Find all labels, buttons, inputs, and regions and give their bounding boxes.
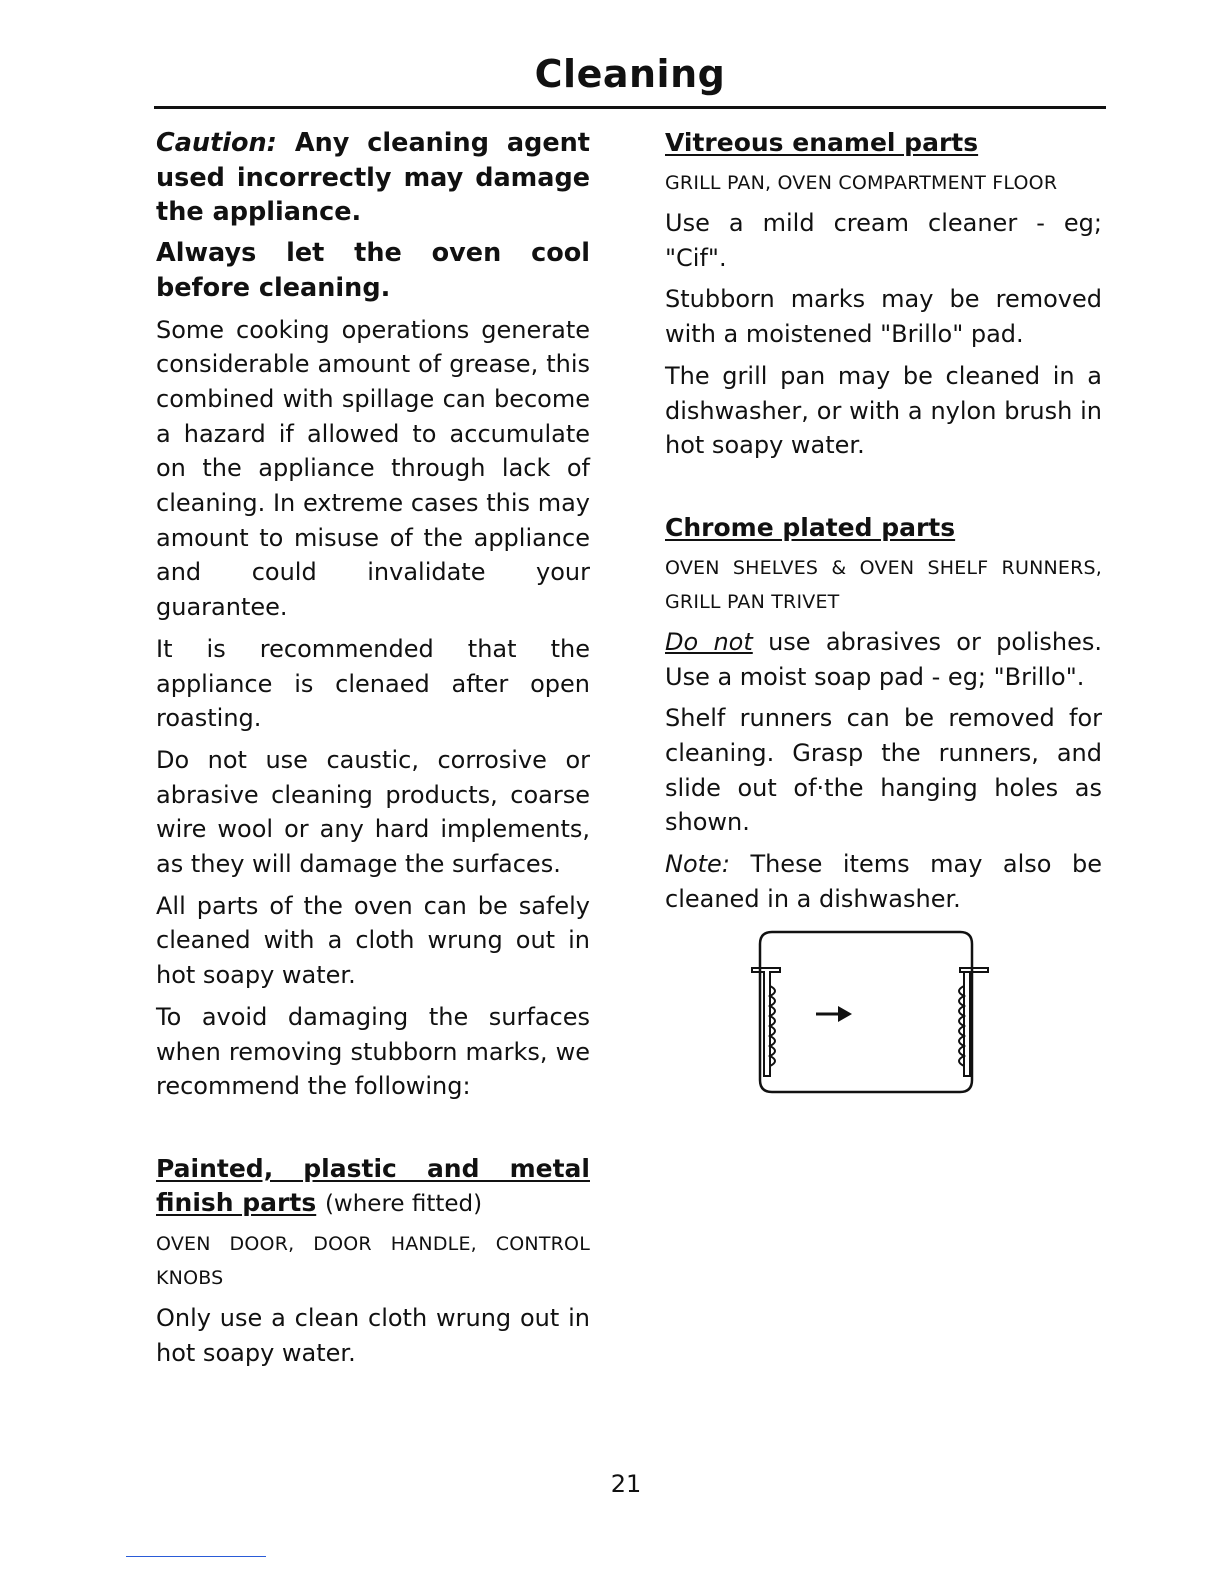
painted-heading: Painted, plastic and metal finish parts <box>156 1153 590 1217</box>
caution-block <box>156 126 590 230</box>
note-label: Note: <box>665 850 730 879</box>
paragraph: To avoid damaging the surfaces when removing stubborn marks, we recommend the following: <box>156 1002 590 1101</box>
paragraph: Do not use caustic, corrosive or abrasive cleaning products, coarse wire wool or any hard implements, as they will damage the surfaces. <box>156 745 590 879</box>
page-title: Cleaning <box>534 52 726 96</box>
paragraph: Use a mild cream cleaner - eg; "Cif". <box>665 209 1102 272</box>
painted-heading-block <box>156 1152 590 1221</box>
right-shelf-runner <box>959 968 988 1076</box>
title-rule <box>154 106 1106 109</box>
painted-text: Only use a clean cloth wrung out in hot soapy water. <box>156 1303 590 1367</box>
note-text: These items may also be cleaned in a dishwasher. <box>665 850 1102 913</box>
paragraph: It is recommended that the appliance is clenaed after open roasting. <box>156 634 590 733</box>
left-shelf-runner <box>752 968 780 1076</box>
caution-text: Any cleaning agent used incorrectly may damage the appliance. <box>156 128 590 228</box>
shelf-runner-diagram <box>748 926 998 1096</box>
paragraph: The grill pan may be cleaned in a dishwasher, or with a nylon brush in hot soapy water. <box>665 361 1102 460</box>
vitreous-heading: Vitreous enamel parts <box>665 128 979 157</box>
caution-label: Caution: <box>156 128 277 158</box>
right-column <box>665 126 1102 924</box>
paragraph: Shelf runners can be removed for cleaning. Grasp the runners, and slide out of·the hanging holes as shown. <box>665 704 1102 837</box>
left-column <box>156 126 590 1377</box>
chrome-heading: Chrome plated parts <box>665 512 956 542</box>
vitreous-items: GRILL PAN, OVEN COMPARTMENT FLOOR <box>665 172 1058 194</box>
paragraph: All parts of the oven can be safely cleaned with a cloth wrung out in hot soapy water. <box>156 891 590 990</box>
do-not-label: Do not <box>665 627 753 656</box>
page-number: 21 <box>610 1470 642 1498</box>
note-block <box>665 847 1102 916</box>
cool-warning: Always let the oven cool before cleaning. <box>156 238 590 303</box>
do-not-text: use abrasives or polishes. Use a moist soap pad - eg; "Brillo". <box>665 627 1102 691</box>
chrome-do-not-block <box>665 625 1102 694</box>
chrome-items: OVEN SHELVES & OVEN SHELF RUNNERS, GRILL PAN TRIVET <box>665 556 1102 613</box>
oven-cavity-outline <box>760 932 972 1092</box>
paragraph: Some cooking operations generate considerable amount of grease, this combined with spillage can become a hazard if allowed to accumulate on the appliance through lack of cleaning. In extreme cases this may amount to misuse of the appliance and could invalidate your guarantee. <box>156 315 590 622</box>
corner-line <box>126 1556 266 1557</box>
painted-items: OVEN DOOR, DOOR HANDLE, CONTROL KNOBS <box>156 1232 590 1289</box>
painted-heading-suffix: (where fitted) <box>324 1190 483 1217</box>
arrow-right-icon <box>816 1006 852 1022</box>
paragraph: Stubborn marks may be removed with a moistened "Brillo" pad. <box>665 285 1102 349</box>
